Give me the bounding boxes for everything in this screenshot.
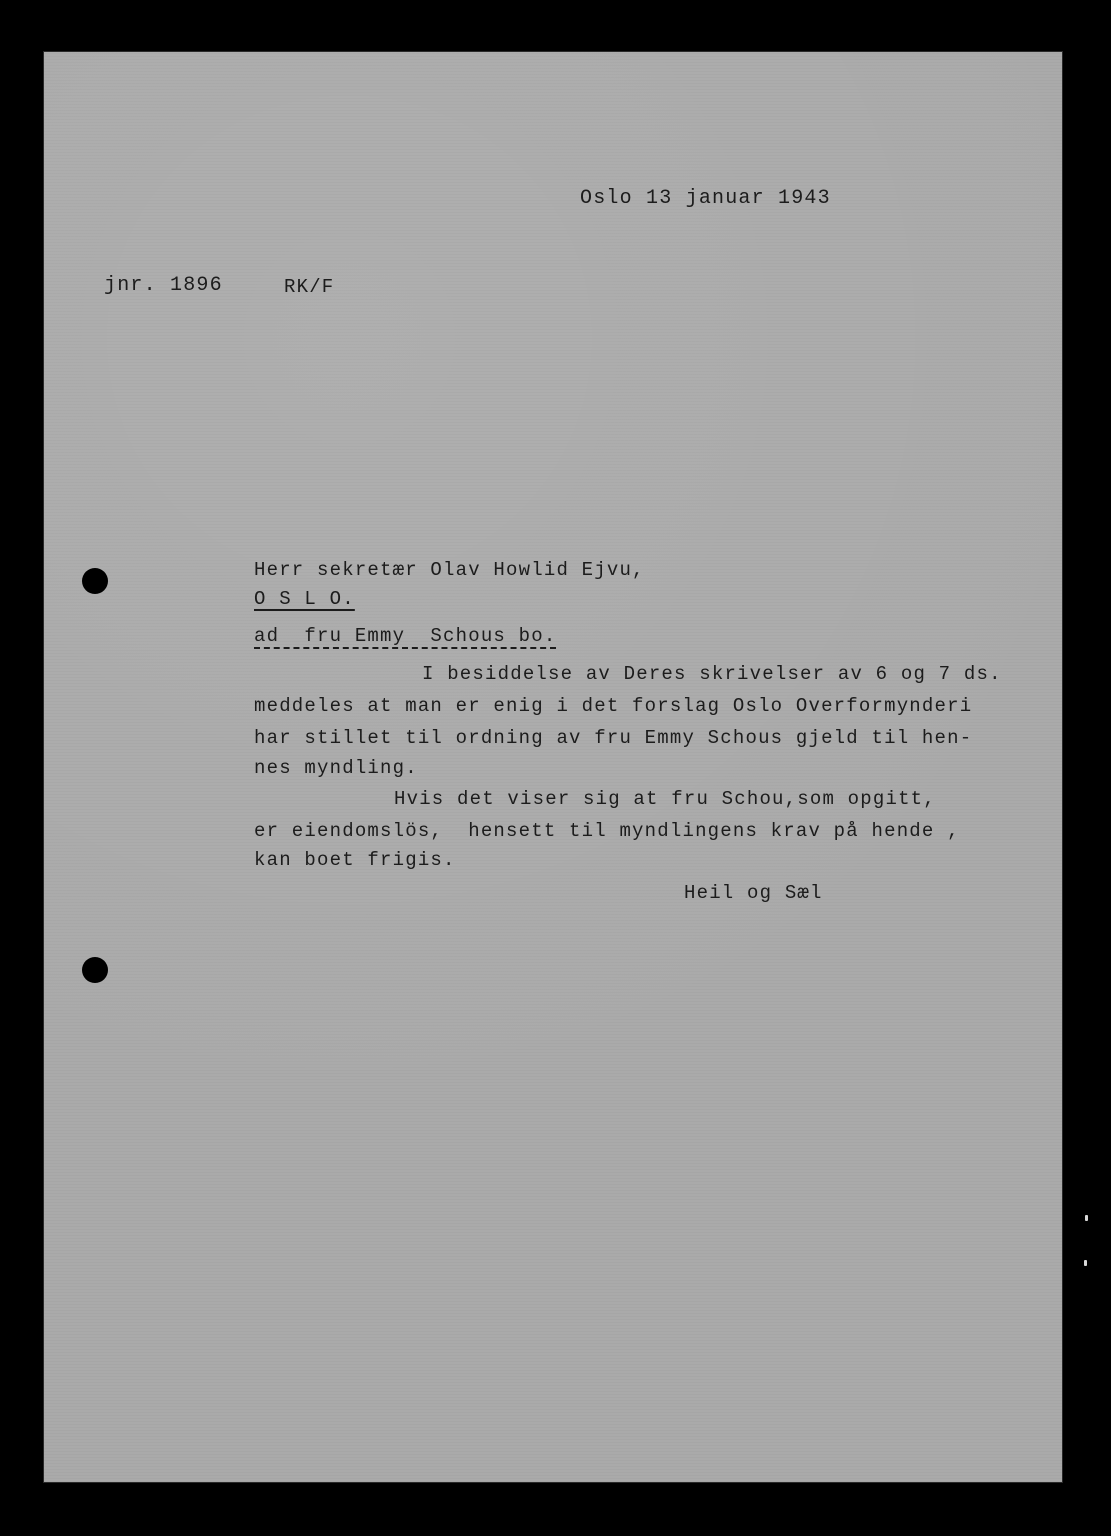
- punch-hole-top: [82, 568, 108, 594]
- recipient-city: O S L O.: [254, 588, 355, 610]
- letter-date: Oslo 13 januar 1943: [580, 187, 831, 210]
- body-line: Hvis det viser sig at fru Schou,som opgitt,: [394, 788, 936, 810]
- journal-number: jnr. 1896: [104, 274, 223, 297]
- body-line: nes myndling.: [254, 757, 418, 779]
- body-line: har stillet til ordning av fru Emmy Schous gjeld til hen-: [254, 727, 973, 749]
- body-line: I besiddelse av Deres skrivelser av 6 og 7 ds.: [422, 663, 1002, 685]
- body-line: er eiendomslös, hensett til myndlingens krav på hende ,: [254, 820, 960, 842]
- scan-speck: [1084, 1260, 1087, 1266]
- recipient-name: Herr sekretær Olav Howlid Ejvu,: [254, 559, 645, 581]
- punch-hole-bottom: [82, 957, 108, 983]
- scan-speck: [1085, 1215, 1088, 1221]
- body-line: kan boet frigis.: [254, 849, 456, 871]
- document-page: [44, 52, 1062, 1482]
- closing-salutation: Heil og Sæl: [684, 882, 823, 904]
- reference-code: RK/F: [284, 276, 335, 298]
- subject-line: ad fru Emmy Schous bo.: [254, 625, 557, 647]
- body-line: meddeles at man er enig i det forslag Oslo Overformynderi: [254, 695, 973, 717]
